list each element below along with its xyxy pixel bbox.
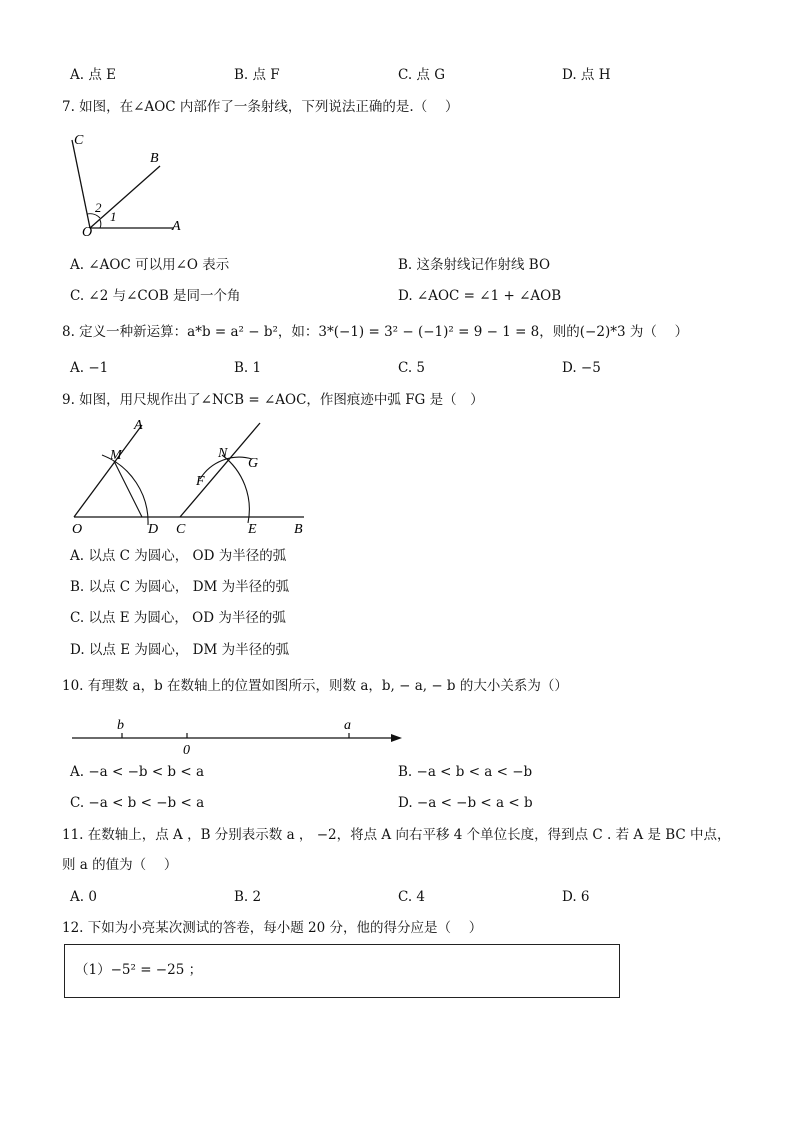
- q8-option-d[interactable]: D. −5: [562, 360, 601, 376]
- q9-option-b[interactable]: B. 以点 C 为圆心， DM 为半径的弧: [70, 579, 290, 595]
- q9-option-c[interactable]: C. 以点 E 为圆心， OD 为半径的弧: [70, 610, 286, 626]
- q12-stem: 12. 下如为小亮某次测试的答卷，每小题 20 分，他的得分应是（ ）: [62, 920, 483, 936]
- q9-option-a[interactable]: A. 以点 C 为圆心， OD 为半径的弧: [70, 548, 287, 564]
- q7-option-b[interactable]: B. 这条射线记作射线 BO: [398, 257, 551, 273]
- q7-angle-figure: [62, 130, 192, 240]
- q11-option-c[interactable]: C. 4: [398, 889, 426, 905]
- q7-arc-1: [100, 220, 101, 228]
- q11-stem: 11. 在数轴上，点 A ，B 分别表示数 a ， −2，将点 A 向右平移 4 个单位长度，得到点 C . 若 A 是 BC 中点，: [62, 827, 731, 843]
- q8-option-a[interactable]: A. −1: [70, 360, 109, 376]
- q12-answer-line: （1）−5² = −25 ；: [75, 962, 203, 978]
- q7-label-b: B: [150, 151, 159, 166]
- q9-stem: 9. 如图，用尺规作出了∠NCB = ∠AOC，作图痕迹中弧 FG 是（ ）: [62, 392, 484, 408]
- q9-label-a: A: [134, 418, 143, 433]
- q9-label-g: G: [248, 456, 259, 471]
- q8-option-b[interactable]: B. 1: [234, 360, 262, 376]
- q10-axis-arrow: [391, 734, 402, 742]
- q11-option-d[interactable]: D. 6: [562, 889, 590, 905]
- q10-label-b: b: [117, 718, 124, 733]
- q9-segment-md: [114, 461, 142, 517]
- q10-number-line: [62, 712, 412, 760]
- q6-option-b[interactable]: B. 点 F: [234, 67, 280, 83]
- q10-option-c[interactable]: C. −a < b < −b < a: [70, 795, 205, 811]
- q9-label-b: B: [294, 522, 303, 537]
- q7-label-o: O: [82, 225, 93, 240]
- q7-ray-ob: [90, 166, 160, 228]
- q7-label-2: 2: [95, 200, 102, 215]
- q6-option-d[interactable]: D. 点 H: [562, 67, 611, 83]
- q10-option-a[interactable]: A. −a < −b < b < a: [70, 764, 205, 780]
- q10-stem: 10. 有理数 a，b 在数轴上的位置如图所示，则数 a，b, − a, − b 的大小关系为（）: [62, 678, 568, 694]
- q11-stem-continued: 则 a 的值为（ ）: [62, 857, 178, 873]
- q12-answer-box: [64, 944, 620, 998]
- q9-ray-oa: [74, 425, 142, 517]
- q7-label-c: C: [74, 133, 84, 148]
- q11-option-a[interactable]: A. 0: [70, 889, 97, 905]
- q10-label-a: a: [344, 718, 351, 733]
- q8-option-c[interactable]: C. 5: [398, 360, 426, 376]
- q6-option-a[interactable]: A. 点 E: [70, 67, 116, 83]
- q9-construction-figure: [62, 415, 322, 540]
- q10-label-0: 0: [183, 743, 190, 758]
- q7-ray-oc: [72, 140, 90, 228]
- q7-option-d[interactable]: D. ∠AOC = ∠1 + ∠AOB: [398, 288, 562, 304]
- q9-arc-ne: [222, 455, 249, 523]
- q9-label-o: O: [72, 522, 83, 537]
- q9-option-d[interactable]: D. 以点 E 为圆心， DM 为半径的弧: [70, 642, 290, 658]
- q6-option-c[interactable]: C. 点 G: [398, 67, 446, 83]
- q9-label-e: E: [248, 522, 257, 537]
- q7-option-a[interactable]: A. ∠AOC 可以用∠O 表示: [70, 257, 230, 273]
- q8-stem: 8. 定义一种新运算：a*b = a² − b²，如：3*(−1) = 3² − (−1)² = 9 − 1 = 8，则的(−2)*3 为（ ）: [62, 324, 689, 340]
- q9-label-m: M: [110, 448, 122, 463]
- q9-label-f: F: [196, 474, 205, 489]
- q7-option-c[interactable]: C. ∠2 与∠COB 是同一个角: [70, 288, 241, 304]
- q9-label-n: N: [218, 446, 228, 461]
- q11-option-b[interactable]: B. 2: [234, 889, 262, 905]
- q10-option-b[interactable]: B. −a < b < a < −b: [398, 764, 533, 780]
- q7-label-a: A: [172, 219, 181, 234]
- q7-label-1: 1: [110, 209, 117, 224]
- q9-label-c: C: [176, 522, 186, 537]
- q9-label-d: D: [148, 522, 159, 537]
- q10-option-d[interactable]: D. −a < −b < a < b: [398, 795, 533, 811]
- q7-stem: 7. 如图，在∠AOC 内部作了一条射线，下列说法正确的是.（ ）: [62, 99, 459, 115]
